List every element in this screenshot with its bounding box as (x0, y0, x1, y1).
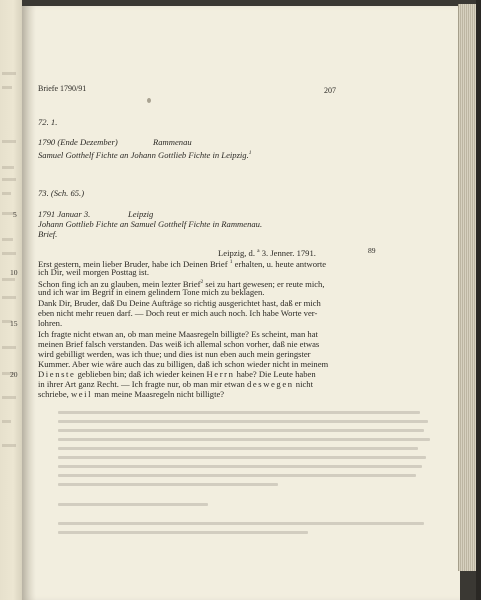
entry-72-number: 72. 1. (38, 117, 58, 127)
line-number: 5 (13, 210, 17, 219)
book-page (10, 6, 460, 600)
entry-73-place: Leipzig (128, 209, 154, 219)
entry-73-number: 73. (Sch. 65.) (38, 188, 85, 198)
footnote-line (58, 447, 418, 450)
running-header: Briefe 1790/91 (38, 84, 87, 93)
left-page-text-fragment (2, 72, 16, 75)
line-number: 15 (10, 319, 18, 328)
letter-line-3: Schon fing ich an zu glauben, mein lezter Brief$^2$ sei zu hart gewesen; er reute mich, (38, 278, 325, 289)
left-page-text-fragment (2, 420, 11, 423)
letter-line-10: wird gebilligt werden, was ich thue; und dies ist nun eben auch mein geringster (38, 349, 311, 359)
letter-line-4: und ich war im Begrif in einem gelindern Tone mich zu beklagen. (38, 287, 265, 297)
footnote-line (58, 522, 424, 525)
spine-shadow (22, 6, 36, 600)
left-page-text-fragment (2, 396, 16, 399)
letter-line-14: schriebe, weil man meine Maasregeln nicht billigte? (38, 389, 225, 399)
footnote-line (58, 503, 208, 506)
left-page-text-fragment (2, 178, 16, 181)
letter-line-13: in ihrer Art ganz Recht. — Ich fragte nur, ob man mir etwan deswegen nicht (38, 379, 313, 389)
footnote-line (58, 420, 428, 423)
letter-line-8: Ich fragte nicht etwan an, ob man meine Maasregeln billigte? Es scheint, man hat (38, 329, 318, 339)
left-page-text-fragment (2, 278, 15, 281)
entry-72-place: Rammenau (153, 137, 192, 147)
paper-fleck (147, 98, 151, 103)
letter-line-7: lohren. (38, 318, 63, 328)
background-edge (476, 0, 481, 600)
left-page-text-fragment (2, 296, 16, 299)
letter-line-11: Kummer. Aber wie wäre auch das zu billigen, daß ich schon wieder nicht in meinem (38, 359, 329, 369)
footnote-line (58, 465, 422, 468)
page-edges (458, 4, 477, 571)
letter-line-12: Dienste geblieben bin; daß ich wieder keinen Herrn habe? Die Leute haben (38, 369, 316, 379)
left-page-text-fragment (2, 252, 16, 255)
line-number: 20 (10, 370, 18, 379)
footnote-line (58, 456, 426, 459)
left-page-edge (0, 0, 22, 600)
letter-line-9: meinen Brief falsch verstanden. Das weiß ich allemal schon vorher, daß nie etwas (38, 339, 320, 349)
footnote-line (58, 531, 308, 534)
margin-reference: 89 (368, 246, 376, 255)
entry-72-sender-recipient: Samuel Gotthelf Fichte an Johann Gottlieb Fichte in Leipzig.$^1$ (38, 149, 252, 160)
page-number: 207 (324, 86, 336, 95)
entry-73-type: Brief. (38, 229, 58, 239)
line-number: 10 (10, 268, 18, 277)
footnote-line (58, 474, 416, 477)
footnote-line (58, 438, 430, 441)
entry-73-date: 1791 Januar 3. (38, 209, 91, 219)
left-page-text-fragment (2, 166, 14, 169)
footnote-line (58, 429, 424, 432)
entry-73-sender-recipient: Johann Gottlieb Fichte an Samuel Gotthelf Fichte in Rammenau. (38, 219, 263, 229)
left-page-text-fragment (2, 192, 11, 195)
letter-line-1: Erst gestern, mein lieber Bruder, habe ich Deinen Brief $^1$ erhalten, u. heute antworte (38, 258, 327, 269)
letter-dateline: Leipzig, d. $^a$ 3. Jenner. 1791. (218, 247, 316, 258)
footnote-line (58, 483, 278, 486)
left-page-text-fragment (2, 238, 13, 241)
left-page-text-fragment (2, 140, 16, 143)
footnote-line (58, 411, 420, 414)
entry-72-date: 1790 (Ende Dezember) (38, 137, 118, 147)
letter-line-5: Dank Dir, Bruder, daß Du Deine Aufträge so richtig ausgerichtet hast, daß er mich (38, 298, 321, 308)
left-page-text-fragment (2, 346, 16, 349)
letter-line-2: ich Dir, weil morgen Posttag ist. (38, 267, 149, 277)
left-page-text-fragment (2, 86, 12, 89)
letter-line-6: eben nicht mehr reuen darf. — Doch reut er mich auch noch. Ich habe Worte ver- (38, 308, 318, 318)
left-page-text-fragment (2, 444, 16, 447)
